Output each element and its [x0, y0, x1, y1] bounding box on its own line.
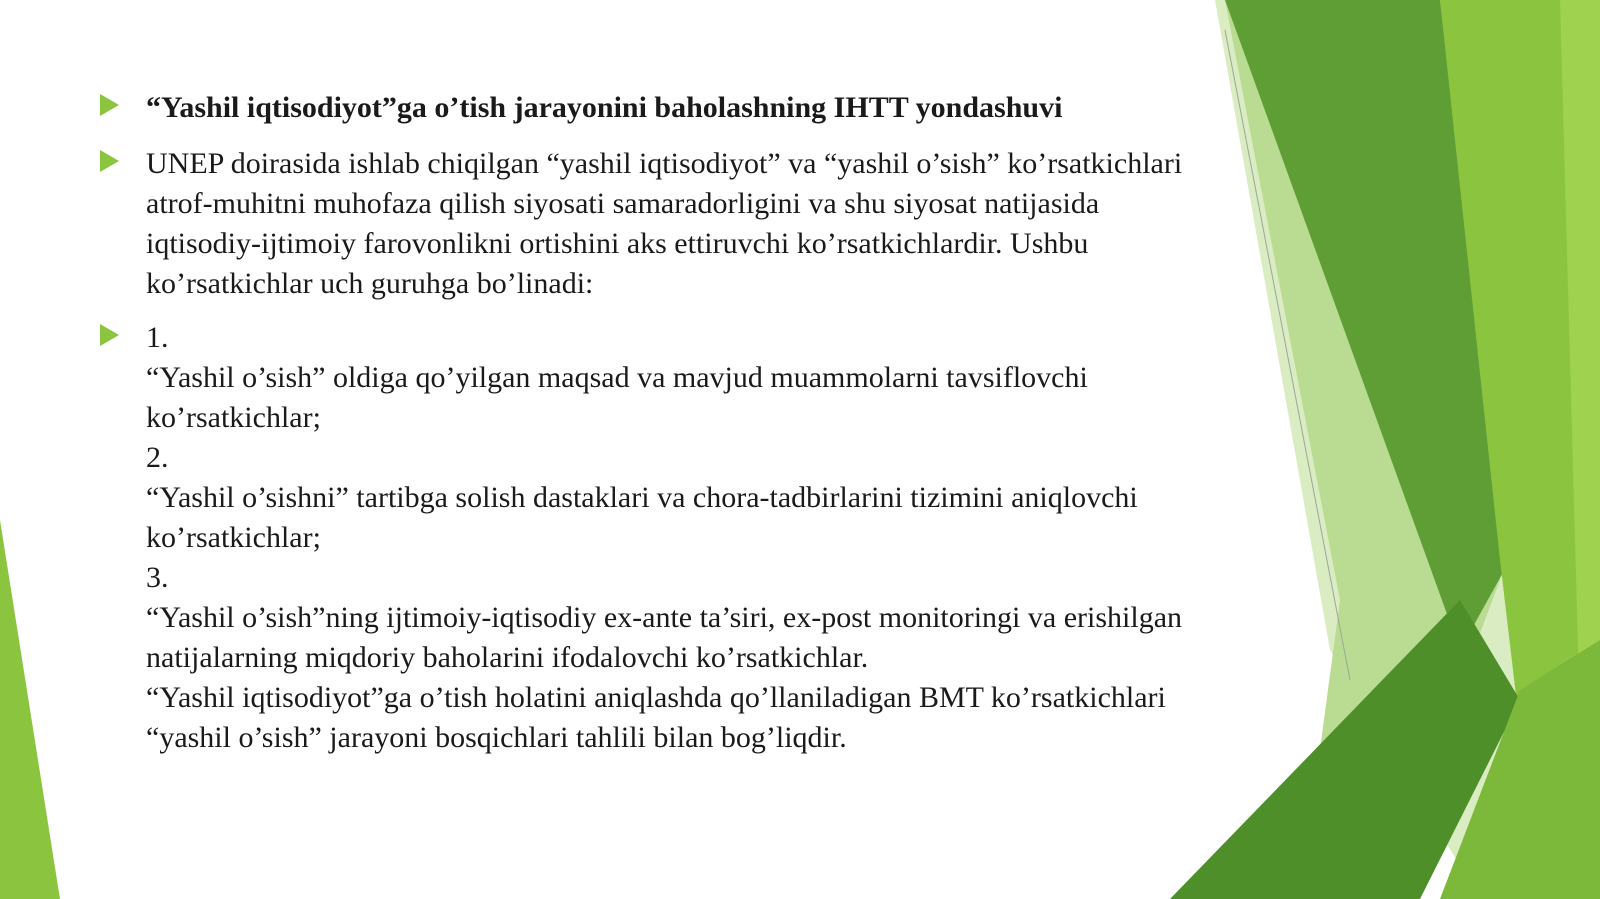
- title-bullet: [100, 88, 1200, 128]
- intro-bullet: [100, 144, 1200, 304]
- list-item-3-number: 3.: [146, 561, 169, 594]
- list-item-1-number: 1.: [146, 321, 169, 354]
- list-item-2-number: 2.: [146, 441, 169, 474]
- bullet-arrow-icon: [100, 150, 119, 172]
- bullet-arrow-icon: [100, 324, 119, 346]
- slide-content: [100, 88, 1200, 772]
- indicator-list-bullet: [100, 318, 1200, 758]
- title-bullet-text: “Yashil iqtisodiyot”ga o’tish jarayonini baholashning IHTT yondashuvi: [146, 91, 1063, 124]
- closing-text: “Yashil iqtisodiyot”ga o’tish holatini aniqlashda qo’llaniladigan BMT ko’rsatkichlari “yashil o’sish” jarayoni bosqichlari tahlili bilan bog’liqdir.: [146, 681, 1166, 754]
- list-item-3-text: “Yashil o’sish”ning ijtimoiy-iqtisodiy ex-ante ta’siri, ex-post monitoringi va erishilgan natijalarning miqdoriy baholarini ifodalovchi ko’rsatkichlar.: [146, 601, 1183, 674]
- left-green-shape: [0, 520, 60, 899]
- list-item-2-text: “Yashil o’sishni” tartibga solish dastaklari va chora-tadbirlarini tizimini aniqlovchi ko’rsatkichlar;: [146, 481, 1138, 554]
- intro-bullet-text: UNEP doirasida ishlab chiqilgan “yashil iqtisodiyot” va “yashil o’sish” ko’rsatkichlari atrof-muhitni muhofaza qilish siyosati samaradorligini va shu siyosat natijasida iqtisodiy-ijtimoiy farovonlikni ortishini aks ettiruvchi ko’rsatkichlardir. Ushbu ko’rsatkichlar uch guruhga bo’linadi:: [146, 147, 1183, 300]
- list-item-1-text: “Yashil o’sish” oldiga qo’yilgan maqsad va mavjud muammolarni tavsiflovchi ko’rsatkichlar;: [146, 361, 1088, 434]
- bullet-arrow-icon: [100, 94, 119, 116]
